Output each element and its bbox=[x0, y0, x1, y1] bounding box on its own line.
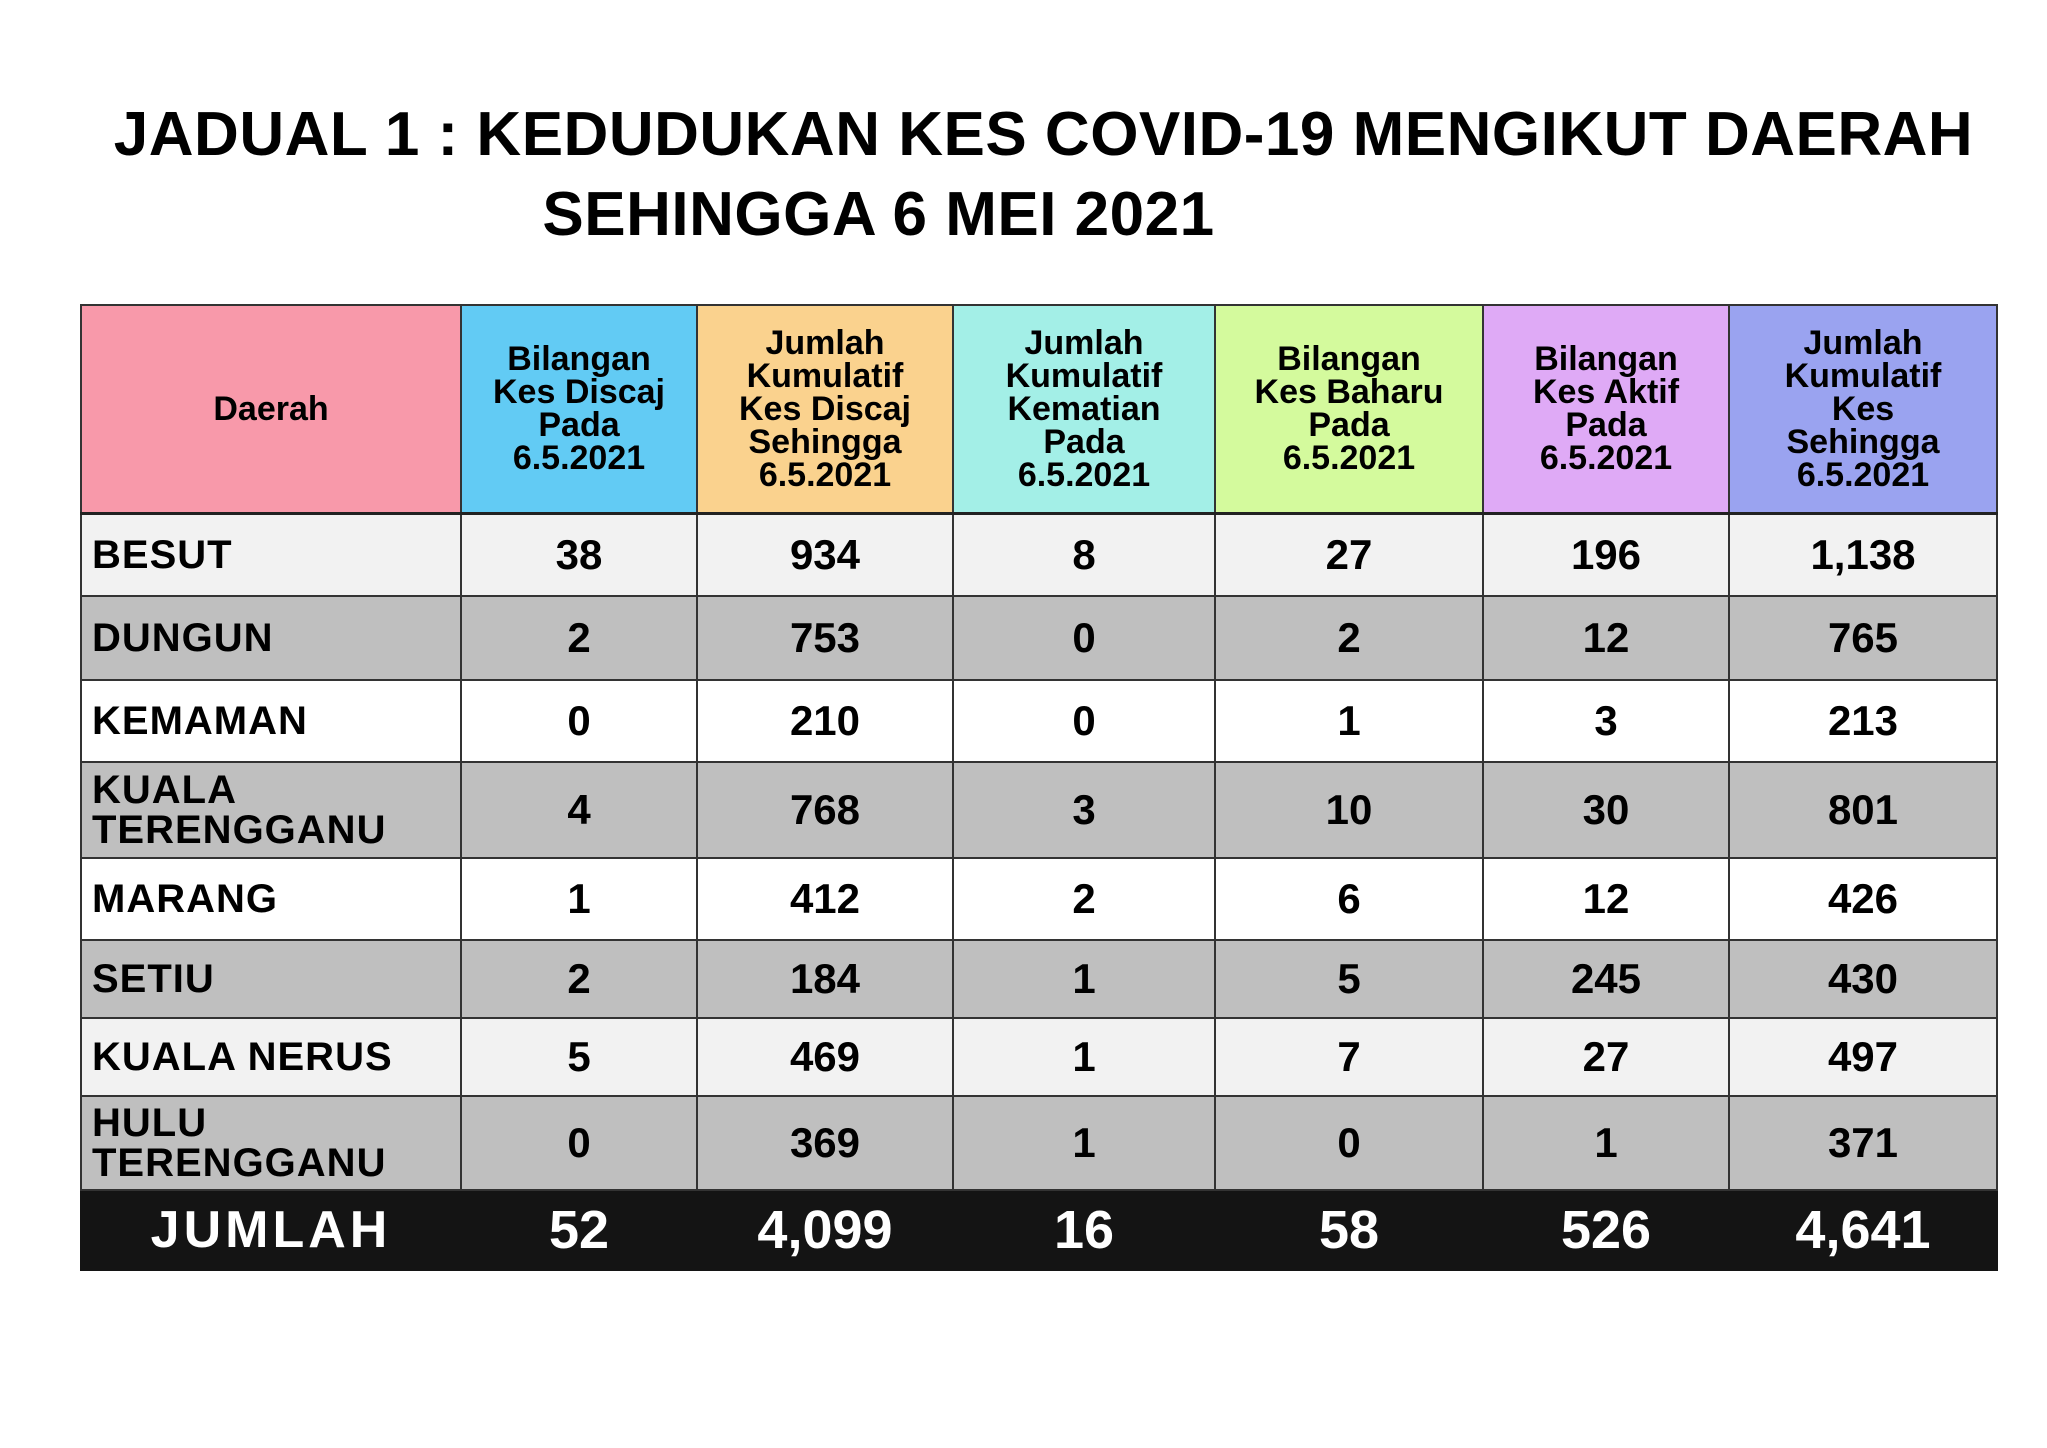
header-line: Bilangan bbox=[1277, 340, 1421, 378]
daerah-line: HULU bbox=[92, 1100, 208, 1145]
header-line: Kumulatif bbox=[1784, 356, 1942, 395]
cell-discaj: 0 bbox=[461, 680, 697, 762]
header-line: Kes bbox=[1831, 389, 1895, 428]
header-line: Sehingga bbox=[1786, 422, 1940, 461]
header-kes-baharu bbox=[1215, 305, 1483, 514]
header-line: 6.5.2021 bbox=[1539, 439, 1673, 477]
cell-daerah bbox=[81, 762, 461, 858]
cell-total-kumulatif-discaj: 4,099 bbox=[697, 1190, 953, 1270]
cell-kumulatif-kes: 426 bbox=[1729, 858, 1997, 940]
cell-kematian: 1 bbox=[953, 940, 1215, 1018]
daerah-line: DUNGUN bbox=[92, 615, 274, 660]
cell-kes-baharu: 7 bbox=[1215, 1018, 1483, 1096]
cell-kumulatif-kes: 497 bbox=[1729, 1018, 1997, 1096]
cell-kematian: 8 bbox=[953, 514, 1215, 596]
cell-kumulatif-discaj: 369 bbox=[697, 1096, 953, 1190]
daerah-line: KUALA NERUS bbox=[92, 1034, 393, 1079]
daerah-line: TERENGGANU bbox=[92, 807, 387, 852]
cell-kes-baharu: 6 bbox=[1215, 858, 1483, 940]
cell-kumulatif-discaj: 184 bbox=[697, 940, 953, 1018]
cell-kumulatif-kes: 430 bbox=[1729, 940, 1997, 1018]
cell-daerah bbox=[81, 514, 461, 596]
cell-kumulatif-discaj: 768 bbox=[697, 762, 953, 858]
cell-kes-aktif: 12 bbox=[1483, 858, 1729, 940]
header-line: 6.5.2021 bbox=[1282, 439, 1416, 477]
cell-kumulatif-discaj: 210 bbox=[697, 680, 953, 762]
daerah-line: MARANG bbox=[92, 876, 278, 921]
header-kumulatif-kes bbox=[1729, 305, 1997, 514]
header-kumulatif-discaj bbox=[697, 305, 953, 514]
header-line: Jumlah bbox=[765, 323, 885, 362]
cell-daerah bbox=[81, 680, 461, 762]
cell-kematian: 2 bbox=[953, 858, 1215, 940]
header-line: Kumulatif bbox=[746, 356, 904, 395]
daerah-line: KEMAMAN bbox=[92, 698, 308, 743]
table-header-row bbox=[81, 305, 1997, 514]
cell-discaj: 2 bbox=[461, 596, 697, 680]
cell-discaj: 0 bbox=[461, 1096, 697, 1190]
cell-daerah bbox=[81, 1018, 461, 1096]
cell-total-kematian: 16 bbox=[953, 1190, 1215, 1270]
cell-discaj: 4 bbox=[461, 762, 697, 858]
cell-kes-aktif: 30 bbox=[1483, 762, 1729, 858]
total-row bbox=[81, 1190, 1997, 1270]
header-line: Pada bbox=[538, 406, 620, 444]
cell-daerah bbox=[81, 596, 461, 680]
cell-kumulatif-kes: 765 bbox=[1729, 596, 1997, 680]
cell-kematian: 1 bbox=[953, 1096, 1215, 1190]
header-discaj bbox=[461, 305, 697, 514]
cell-kes-aktif: 3 bbox=[1483, 680, 1729, 762]
header-line: Sehingga bbox=[748, 422, 902, 461]
header-line: 6.5.2021 bbox=[1017, 455, 1151, 494]
cell-discaj: 1 bbox=[461, 858, 697, 940]
cell-kematian: 1 bbox=[953, 1018, 1215, 1096]
daerah-line: SETIU bbox=[92, 956, 215, 1001]
table-row bbox=[81, 1018, 1997, 1096]
cell-total-label: JUMLAH bbox=[81, 1190, 461, 1270]
covid-district-table bbox=[80, 304, 1998, 1271]
cell-kes-baharu: 5 bbox=[1215, 940, 1483, 1018]
header-line: Bilangan bbox=[507, 340, 651, 378]
cell-kes-baharu: 1 bbox=[1215, 680, 1483, 762]
header-line: Jumlah bbox=[1803, 323, 1923, 362]
cell-kumulatif-discaj: 934 bbox=[697, 514, 953, 596]
table-row bbox=[81, 514, 1997, 596]
cell-kes-baharu: 10 bbox=[1215, 762, 1483, 858]
header-kematian bbox=[953, 305, 1215, 514]
cell-kes-aktif: 12 bbox=[1483, 596, 1729, 680]
header-daerah bbox=[81, 305, 461, 514]
header-line: Jumlah bbox=[1024, 323, 1144, 362]
cell-kes-aktif: 1 bbox=[1483, 1096, 1729, 1190]
header-line: Kes Aktif bbox=[1532, 373, 1680, 411]
header-daerah-label: Daerah bbox=[213, 389, 329, 428]
cell-total-kes-aktif: 526 bbox=[1483, 1190, 1729, 1270]
cell-kumulatif-kes: 1,138 bbox=[1729, 514, 1997, 596]
table-row bbox=[81, 858, 1997, 940]
cell-kematian: 0 bbox=[953, 680, 1215, 762]
cell-discaj: 38 bbox=[461, 514, 697, 596]
cell-kumulatif-kes: 801 bbox=[1729, 762, 1997, 858]
cell-kumulatif-kes: 371 bbox=[1729, 1096, 1997, 1190]
header-kes-aktif bbox=[1483, 305, 1729, 514]
cell-kes-aktif: 245 bbox=[1483, 940, 1729, 1018]
cell-total-kes-baharu: 58 bbox=[1215, 1190, 1483, 1270]
header-line: 6.5.2021 bbox=[758, 455, 892, 494]
page-title-line-2: SEHINGGA 6 MEI 2021 bbox=[542, 180, 1215, 249]
page-title-line-1: JADUAL 1 : KEDUDUKAN KES COVID-19 MENGIKUT DAERAH bbox=[113, 100, 1974, 169]
cell-daerah bbox=[81, 940, 461, 1018]
table-row bbox=[81, 940, 1997, 1018]
cell-kes-aktif: 196 bbox=[1483, 514, 1729, 596]
cell-kumulatif-discaj: 469 bbox=[697, 1018, 953, 1096]
header-line: Kes Discaj bbox=[493, 373, 665, 411]
cell-total-discaj: 52 bbox=[461, 1190, 697, 1270]
header-line: Pada bbox=[1308, 406, 1390, 444]
cell-kematian: 3 bbox=[953, 762, 1215, 858]
cell-total-kumulatif-kes: 4,641 bbox=[1729, 1190, 1997, 1270]
cell-kumulatif-discaj: 753 bbox=[697, 596, 953, 680]
header-line: Bilangan bbox=[1534, 340, 1678, 378]
cell-daerah bbox=[81, 1096, 461, 1190]
header-line: 6.5.2021 bbox=[512, 439, 646, 477]
cell-kumulatif-kes: 213 bbox=[1729, 680, 1997, 762]
header-line: Kes Discaj bbox=[739, 389, 911, 428]
header-line: Pada bbox=[1565, 406, 1647, 444]
cell-kes-aktif: 27 bbox=[1483, 1018, 1729, 1096]
cell-kumulatif-discaj: 412 bbox=[697, 858, 953, 940]
daerah-line: KUALA bbox=[92, 767, 237, 812]
header-line: Kes Baharu bbox=[1254, 373, 1444, 411]
table-row bbox=[81, 1096, 1997, 1190]
daerah-line: BESUT bbox=[92, 532, 233, 577]
header-line: Kumulatif bbox=[1005, 356, 1163, 395]
header-line: 6.5.2021 bbox=[1796, 455, 1930, 494]
cell-kes-baharu: 2 bbox=[1215, 596, 1483, 680]
table-row bbox=[81, 596, 1997, 680]
header-line: Pada bbox=[1043, 422, 1125, 461]
cell-discaj: 5 bbox=[461, 1018, 697, 1096]
cell-discaj: 2 bbox=[461, 940, 697, 1018]
table-row bbox=[81, 680, 1997, 762]
table-row bbox=[81, 762, 1997, 858]
header-line: Kematian bbox=[1007, 389, 1161, 428]
cell-kematian: 0 bbox=[953, 596, 1215, 680]
cell-kes-baharu: 27 bbox=[1215, 514, 1483, 596]
cell-kes-baharu: 0 bbox=[1215, 1096, 1483, 1190]
cell-daerah bbox=[81, 858, 461, 940]
daerah-line: TERENGGANU bbox=[92, 1140, 387, 1185]
